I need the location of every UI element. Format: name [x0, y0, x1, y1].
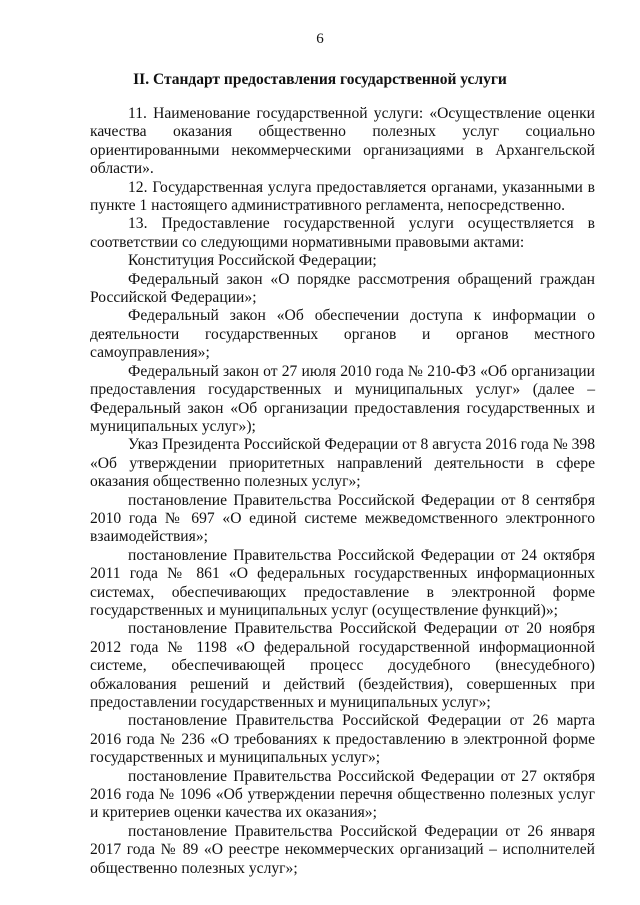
paragraph-item-12: 12. Государственная услуга предоставляется органами, указанными в пункте 1 настоящего административного регламента, непосредственно.: [90, 178, 595, 215]
legal-act-210-fz: Федеральный закон от 27 июля 2010 года № 210-ФЗ «Об организации предоставления государственных и муниципальных услуг» (далее – Федеральный закон «Об организации предоставления государственных и муниципальных услуг»);: [90, 362, 595, 435]
legal-act-resolution-1096: постановление Правительства Российской Федерации от 27 октября 2016 года № 1096 «Об утверждении перечня общественно полезных услуг и критериев оценки качества их оказания»;: [90, 767, 595, 822]
legal-act-appeals-law: Федеральный закон «О порядке рассмотрения обращений граждан Российской Федерации»;: [90, 270, 595, 307]
paragraph-item-11: 11. Наименование государственной услуги: «Осуществление оценки качества оказания общественно полезных услуг социально ориентированными некоммерческими организациями в Архангельской области».: [90, 105, 595, 178]
section-title: II. Стандарт предоставления государственной услуги: [133, 71, 507, 88]
legal-act-resolution-89: постановление Правительства Российской Федерации от 26 января 2017 года № 89 «О реестре некоммерческих организаций – исполнителей общественно полезных услуг»;: [90, 822, 595, 877]
legal-act-resolution-236: постановление Правительства Российской Федерации от 26 марта 2016 года № 236 «О требованиях к предоставлению в электронной форме государственных и муниципальных услуг»;: [90, 712, 595, 767]
legal-act-information-access-law: Федеральный закон «Об обеспечении доступа к информации о деятельности государственных органов и органов местного самоуправления»;: [90, 307, 595, 362]
legal-act-decree-398: Указ Президента Российской Федерации от 8 августа 2016 года № 398 «Об утверждении приоритетных направлений деятельности в сфере оказания общественно полезных услуг»;: [90, 436, 595, 491]
page-number: 6: [316, 31, 324, 47]
legal-act-resolution-1198: постановление Правительства Российской Федерации от 20 ноября 2012 года № 1198 «О федеральной государственной информационной системе, обеспечивающей процесс досудебного (внесудебного) обжалования решений и действий (бездействия), совершенных при предоставлении государственных и муниципальных услуг»;: [90, 620, 595, 711]
legal-act-resolution-697: постановление Правительства Российской Федерации от 8 сентября 2010 года № 697 «О единой системе межведомственного электронного взаимодействия»;: [90, 491, 595, 546]
legal-act-constitution: Конституция Российской Федерации;: [128, 252, 377, 270]
document-body: [90, 105, 595, 878]
legal-act-resolution-861: постановление Правительства Российской Федерации от 24 октября 2011 года № 861 «О федеральных государственных информационных системах, обеспечивающих предоставление в электронной форме государственных и муниципальных услуг (осуществление функций)»;: [90, 546, 595, 619]
paragraph-item-13: 13. Предоставление государственной услуги осуществляется в соответствии со следующими нормативными правовыми актами:: [90, 215, 595, 251]
